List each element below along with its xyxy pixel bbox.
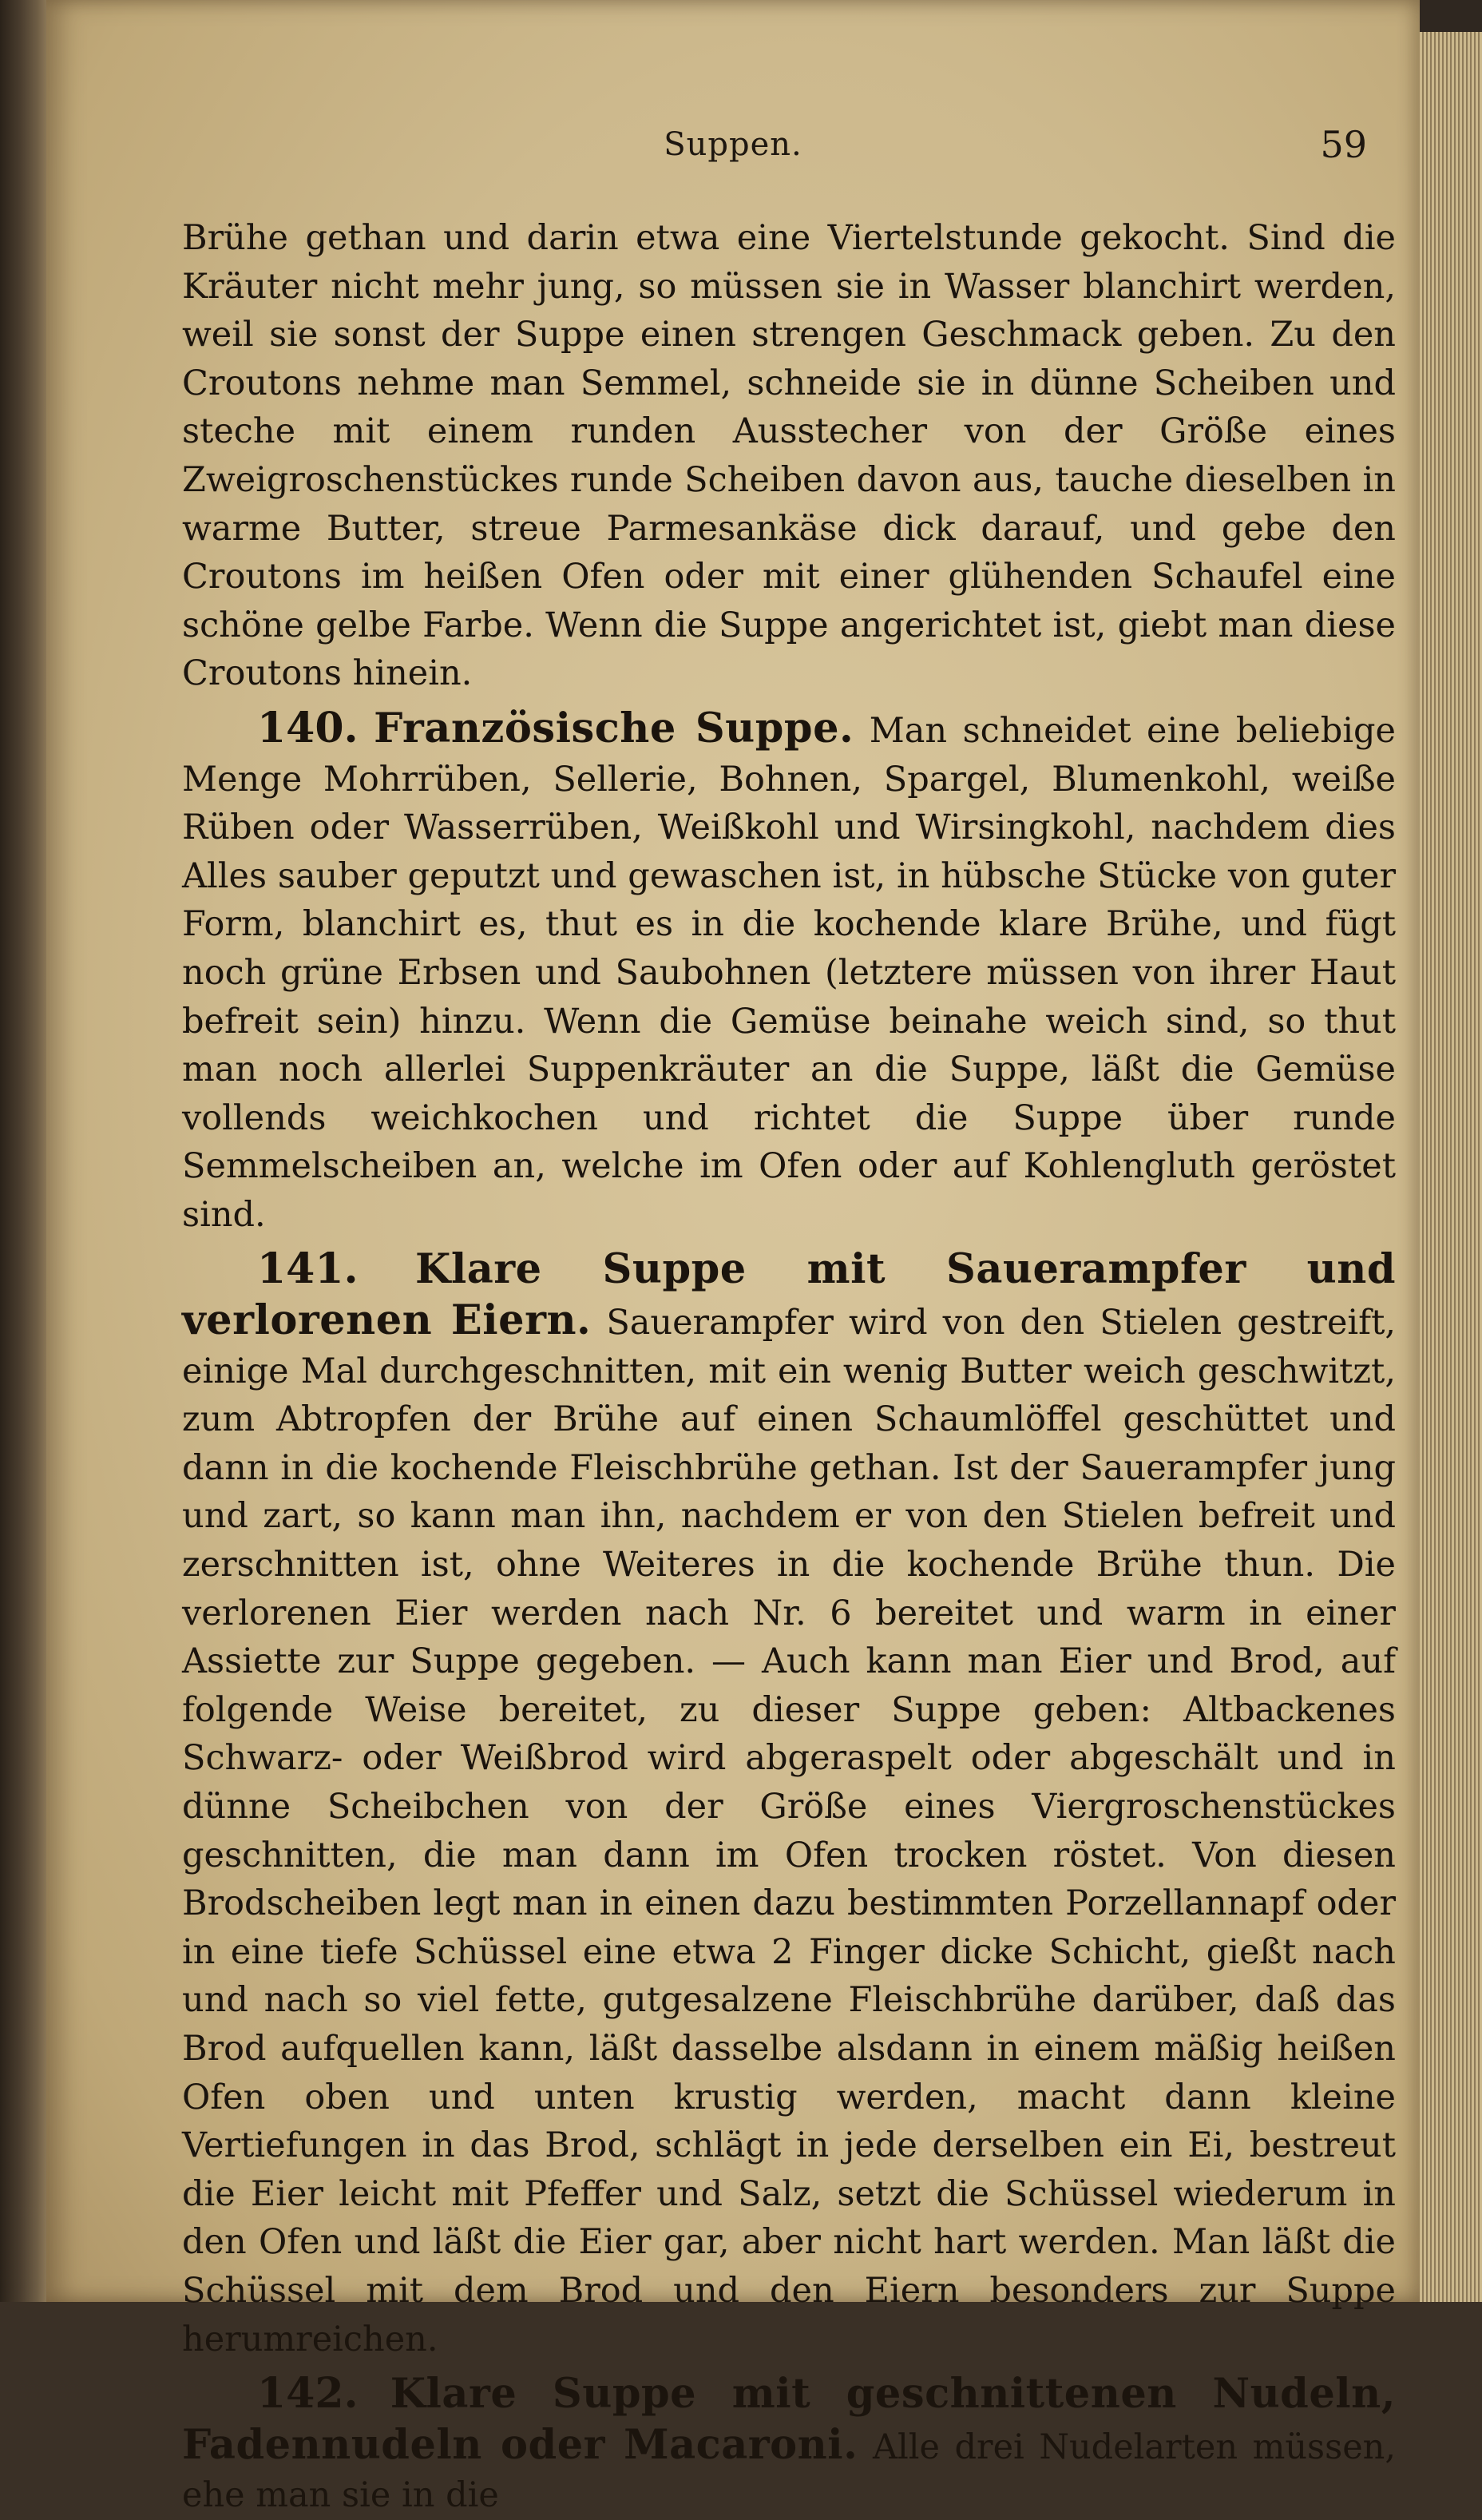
recipe-141-text: Sauerampfer wird von den Stielen gestreift, einige Mal durchgeschnitten, mit ein wenig Butter weich geschwitzt, zum Abtropfen der Brühe auf einen Schaumlöffel geschüttet und dann in die kochende Fleischbrühe gethan. Ist der Sauerampfer jung und zart, so kann man ihn, nachdem er von den Stielen befreit und zerschnitten ist, ohne Weiteres in die kochende Brühe thun. Die verlorenen Eier werden nach Nr. 6 bereitet und warm in einer Assiette zur Suppe gegeben. — Auch kann man Eier und Brod, auf folgende Weise bereitet, zu dieser Suppe geben: Altbackenes Schwarz- oder Weißbrod wird abgeraspelt oder abgeschält und in dünne Scheibchen von der Größe eines Viergroschenstückes geschnitten, die man dann im Ofen trocken röstet. Von diesen Brodscheiben legt man in einen dazu bestimmten Porzellannapf oder in eine tiefe Schüssel eine etwa 2 Finger dicke Schicht, gießt nach und nach so viel fette, gutgesalzene Fleischbrühe darüber, daß das Brod aufquellen kann, läßt dasselbe alsdann in einem mäßig heißen Ofen oben und unten krustig werden, macht dann kleine Vertiefungen in das Brod, schlägt in jede derselben ein Ei, bestreut die Eier leicht mit Pfeffer und Salz, setzt die Schüssel wiederum in den Ofen und läßt die Eier gar, aber nicht hart werden. Man läßt die Schüssel mit dem Brod und den Eiern besonders zur Suppe herumreichen. <box>182 1303 1397 2359</box>
recipe-140-title: Französische Suppe. <box>374 704 854 752</box>
recipe-140-number: 140. <box>257 703 359 752</box>
page-header <box>46 120 1420 176</box>
recipe-140-text: Man schneidet eine beliebige Menge Mohrrüben, Sellerie, Bohnen, Spargel, Blumenkohl, weiße Rüben oder Wasserrüben, Weißkohl und Wirsingkohl, nachdem dies Alles sauber geputzt und gewaschen ist, in hübsche Stücke von guter Form, blanchirt es, thut es in die kochende klare Brühe, und fügt noch grüne Erbsen und Saubohnen (letztere müssen von ihrer Haut befreit sein) hinzu. Wenn die Gemüse beinahe weich sind, so thut man noch allerlei Suppenkräuter an die Suppe, läßt die Gemüse vollends weichkochen und richtet die Suppe über runde Semmelscheiben an, welche im Ofen oder auf Kohlengluth geröstet sind. <box>182 710 1397 1235</box>
recipe-142-text: Alle drei Nudelarten müssen, ehe man sie in die <box>182 2427 1397 2516</box>
recipe-141-number: 141. <box>257 1244 359 1294</box>
book-binding <box>0 0 46 2302</box>
recipe-142-title: Klare Suppe mit geschnittenen Nudeln, Fadennudeln oder Macaroni. <box>182 2370 1397 2469</box>
intro-paragraph: Brühe gethan und darin etwa eine Viertelstunde gekocht. Sind die Kräuter nicht mehr jung, so müssen sie in Wasser blanchirt werden, weil sie sonst der Suppe einen strengen Geschmack geben. Zu den Croutons nehme man Semmel, schneide sie in dünne Scheiben und steche mit einem runden Ausstecher von der Größe eines Zweigroschenstückes runde Scheiben davon aus, tauche dieselben in warme Butter, streue Parmesankäse dick darauf, und gebe den Croutons im heißen Ofen oder mit einer glühenden Schaufel eine schöne gelbe Farbe. Wenn die Suppe angerichtet ist, giebt man diese Croutons hinein. <box>182 218 1396 694</box>
recipe-140 <box>182 704 1396 1240</box>
page-body <box>182 214 1396 2520</box>
running-title: Suppen. <box>664 126 802 163</box>
recipe-141 <box>182 1245 1396 2363</box>
recipe-142-number: 142. <box>257 2369 359 2419</box>
page-edges-shadow <box>1420 0 1482 32</box>
page-number: 59 <box>1320 123 1367 166</box>
page-edges <box>1420 32 1482 2302</box>
recipe-142 <box>182 2370 1396 2520</box>
recipe-141-title: Klare Suppe mit Sauerampfer und verlorenen Eiern. <box>182 1245 1396 1345</box>
